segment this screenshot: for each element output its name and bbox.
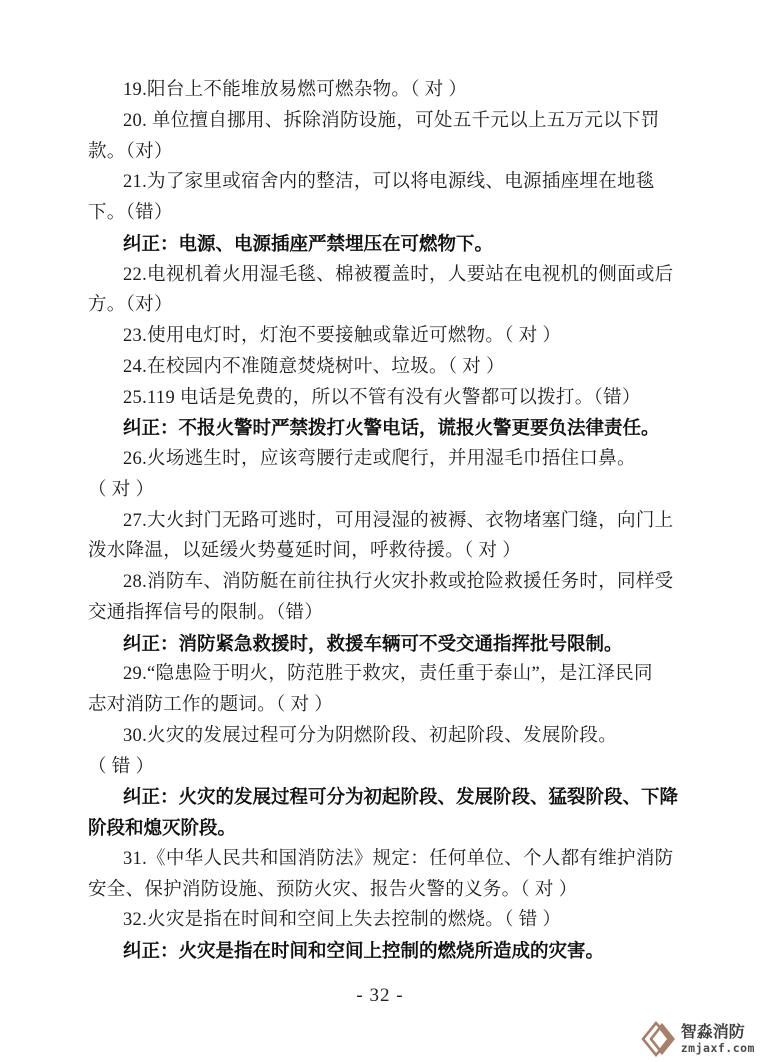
text-line: 20. 单位擅自挪用、拆除消防设施，可处五千元以上五万元以下罚 (123, 110, 660, 131)
text-line: 31.《中华人民共和国消防法》规定：任何单位、个人都有维护消防 (123, 848, 674, 869)
text-line: 阶段和熄灭阶段。 (88, 817, 237, 838)
text-line: 方。（对） (88, 295, 173, 316)
text-line: 26.火场逃生时，应该弯腰行走或爬行，并用湿毛巾捂住口鼻。 (123, 449, 636, 469)
text-line: 24.在校园内不准随意焚烧树叶、垃圾。（ 对 ） (123, 356, 505, 377)
watermark-brand: 智淼消防 (680, 1023, 745, 1041)
watermark-text (681, 1024, 755, 1055)
text-line: 纠正：火灾是指在时间和空间上控制的燃烧所造成的灾害。 (123, 940, 605, 961)
text-line: 款。（对） (88, 141, 173, 162)
document-body (88, 75, 688, 967)
watermark (641, 1020, 755, 1058)
text-line: 25.119 电话是免费的，所以不管有没有火警都可以拨打。（错） (123, 387, 641, 408)
text-line: 纠正：火灾的发展过程可分为初起阶段、发展阶段、猛裂阶段、下降 (123, 786, 679, 808)
watermark-site: zmjaxf.com (680, 1040, 755, 1055)
text-line: 29.“隐患险于明火，防范胜于救灾，责任重于泰山”，是江泽民同 (123, 664, 653, 685)
text-line: 交通指挥信号的限制。（错） (88, 602, 324, 623)
zhimiao-logo-icon (641, 1020, 677, 1058)
page-number: - 32 - (356, 985, 404, 1006)
text-line: 泼水降温，以延缓火势蔓延时间，呼救待援。（ 对 ） (88, 541, 522, 562)
text-line: 纠正：不报火警时严禁拨打火警电话，谎报火警更要负法律责任。 (123, 417, 660, 439)
text-line: 22.电视机着火用湿毛毯、棉被覆盖时，人要站在电视机的侧面或后 (123, 264, 674, 285)
text-line: 纠正：电源、电源插座严禁埋压在可燃物下。 (123, 232, 494, 254)
text-line: 下。（错） (88, 203, 173, 223)
text-line: 21.为了家里或宿舍内的整洁，可以将电源线、电源插座埋在地毯 (123, 172, 655, 193)
text-line: （ 对 ） (88, 479, 155, 500)
text-line: 28.消防车、消防艇在前往执行火灾扑救或抢险救援任务时，同样受 (123, 572, 674, 592)
text-line: （ 错 ） (88, 756, 155, 777)
text-line: 23.使用电灯时，灯泡不要接触或靠近可燃物。（ 对 ） (123, 326, 562, 346)
text-line: 30.火灾的发展过程可分为阴燃阶段、初起阶段、发展阶段。 (123, 725, 618, 746)
text-line: 19.阳台上不能堆放易燃可燃杂物。（ 对 ） (123, 80, 468, 100)
text-line: 志对消防工作的题词。（ 对 ） (88, 695, 334, 715)
text-line: 安全、保护消防设施、预防火灾、报告火警的义务。（ 对 ） (88, 879, 578, 900)
text-line: 纠正：消防紧急救援时，救援车辆可不受交通指挥批号限制。 (123, 632, 623, 654)
text-line: 32.火灾是指在时间和空间上失去控制的燃烧。（ 错 ） (123, 910, 562, 931)
text-line: 27.大火封门无路可逃时，可用浸湿的被褥、衣物堵塞门缝，向门上 (123, 510, 674, 531)
